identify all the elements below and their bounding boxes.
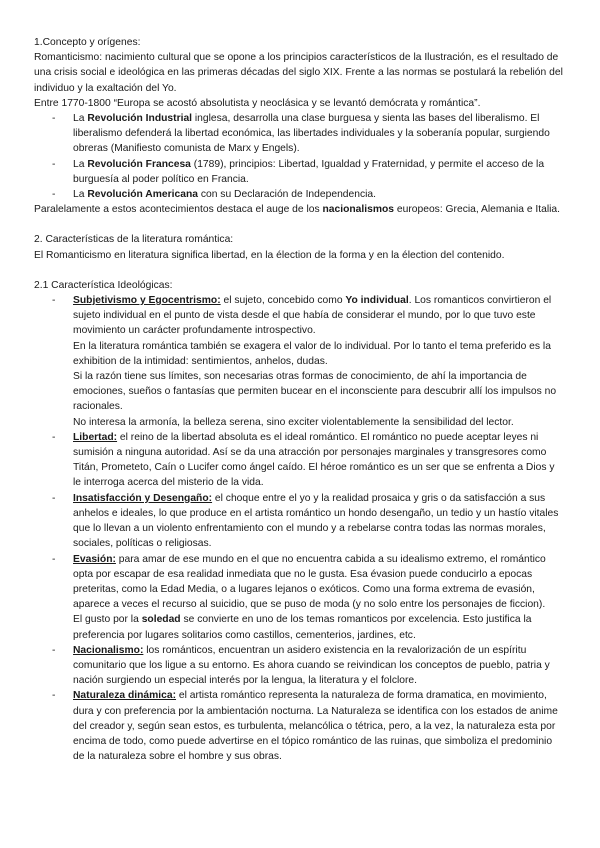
section-2-heading: 2. Características de la literatura romántica:: [34, 234, 234, 246]
subjetivismo-extra: En la literatura romántica también se exagera el valor de lo individual. Por lo tanto el tema preferido es la exhibition de la intimidad: sentimientos, anhelos, dudas.: [73, 340, 551, 367]
list-item-nacionalismo: - Nacionalismo: los románticos, encuentran un asidero existencia en la revalorización de un espíritu comunitario que los ligue a su entorno. Es ahora cuando se reivindican los conceptos de pueblo, patria y nación surgiendo un especial interés por la lengua, la literatura y el folclore.: [52, 644, 550, 687]
revolutions-list: [34, 111, 564, 202]
document-body: [34, 35, 564, 764]
evasion-extra: El gusto por la soledad se convierte en uno de los temas romanticos por excelencia. Esto justifica la preferencia por lugares solitarios como castillos, cementerios, jardines, etc.: [73, 614, 532, 641]
section-1-closing: Paralelamente a estos acontecimientos destaca el auge de los nacionalismos europeos: Grecia, Alemania e Italia.: [34, 204, 561, 216]
list-item-insatisfaccion: - Insatisfacción y Desengaño: el choque entre el yo y la realidad prosaica y gris o da satisfacción a sus anhelos e ideales, lo que produce en el artista romántico un hondo desengaño, un tedio y un hastío vitales que lo llevan a un violento enfrentamiento con el mundo y a rebelarse contra todas las normas morales, sociales, políticas o religiosas.: [52, 492, 559, 550]
section-1-intro: Romanticismo: nacimiento cultural que se opone a los principios característicos de la Ilustración, es el resultado de una crisis social e ideológica en las primeras décadas del siglo XIX. Frente a las normas se postulará la rebelión del individuo y la exaltación del Yo.: [34, 52, 563, 94]
section-1-era-quote: Entre 1770-1800 “Europa se acostó absolutista y neoclásica y se levantó demócrata y romántica”.: [34, 97, 481, 109]
subjetivismo-extra: No interesa la armonía, la belleza serena, sino exciter violentablemente la sensibilidad del lector.: [73, 416, 514, 428]
list-item-naturaleza: - Naturaleza dinámica: el artista romántico representa la naturaleza de forma dramatica, en movimiento, dura y con preferencia por la ambientación nocturna. La Naturaleza se identifica con los estados de anime del creador y, según sean estos, es turbulenta, melancólica o tétrica, pero, a la vez, la naturaleza esta por encima de todo, como puede advertirse en el tópico romántico de las ruinas, que simboliza el predominio de la naturaleza sobre el hombre y sus obras.: [52, 690, 558, 763]
subjetivismo-extra: Si la razón tiene sus límites, son necesarias otras formas de conocimiento, de ahí la importancia de emociones, sueños o fantasías que permiten bucear en el inconsciente para descubrir allí los impulsos no racionales.: [73, 371, 557, 413]
section-1-heading: 1.Concepto y orígenes:: [34, 37, 141, 48]
list-item: - La Revolución Americana con su Declaración de Independencia.: [52, 189, 376, 201]
list-item-evasion: - Evasión: para amar de ese mundo en el que no encuentra cabida a su idealismo extremo, el romántico opta por escapar de esa realidad inmediata que no le gusta. Esa évasion puede conducirlo a epocas preteritas, como la Edad Media, o a lugares lejanos o exóticos. Como una forma extrema de evasión, aparece a veces el recurso al suicidio, que se puso de moda (y no solo entre los personajes de ficcion). El gusto por la soledad se convierte en uno de los temas romanticos por excelencia. Esto justifica la preferencia por lugares solitarios como castillos, cementerios, jardines, etc.: [34, 552, 564, 643]
list-item: - La Revolución Francesa (1789), principios: Libertad, Igualdad y Fraternidad, y permite el acceso de la burguesía al poder político en Francia.: [52, 158, 545, 185]
ideological-characteristics-list: [34, 293, 564, 764]
list-item-subjetivismo: - Subjetivismo y Egocentrismo: el sujeto, concebido como Yo individual. Los romanticos convirtieron el sujeto individual en el punto de vista desde el que había de considerar el mundo, por lo que tuvo este movimiento un carácter profundamente introspectivo. En la literatura romántica también se exagera el valor de lo individual. Por lo tanto el tema preferido es la exhibition de la intimidad: sentimientos, anhelos, dudas. Si la razón tiene sus límites, son necesarias otras formas de conocimiento, de ahí la importancia de emociones, sueños o fantasías que permiten bucear en el inconsciente para descubrir allí los impulsos no racionales. No interesa la armonía, la belleza serena, sino exciter violentablemente la sensibilidad del lector.: [34, 293, 564, 430]
list-item: - La Revolución Industrial inglesa, desarrolla una clase burguesa y sienta las bases del liberalismo. El liberalismo defenderá la libertad económica, las libertades individuales y la soberanía popular, surgiendo obreras (Manifiesto comunista de Marx y Engels).: [52, 113, 550, 155]
section-2-text: El Romanticismo en literatura significa libertad, en la élection de la forma y en la élection del contenido.: [34, 249, 505, 261]
section-2-1-heading: 2.1 Característica Ideológicas:: [34, 279, 173, 291]
list-item-libertad: - Libertad: el reino de la libertad absoluta es el ideal romántico. El romántico no puede aceptar leyes ni sumisión a ninguna autoridad. Así se da una atracción por personajes marginales y transgresores como Titán, Prometeto, Caín o Lucifer como ángel caído. El héroe romántico es un ser que se enfrenta a Dios y le interroga acerca del misterio de la vida.: [52, 431, 555, 489]
